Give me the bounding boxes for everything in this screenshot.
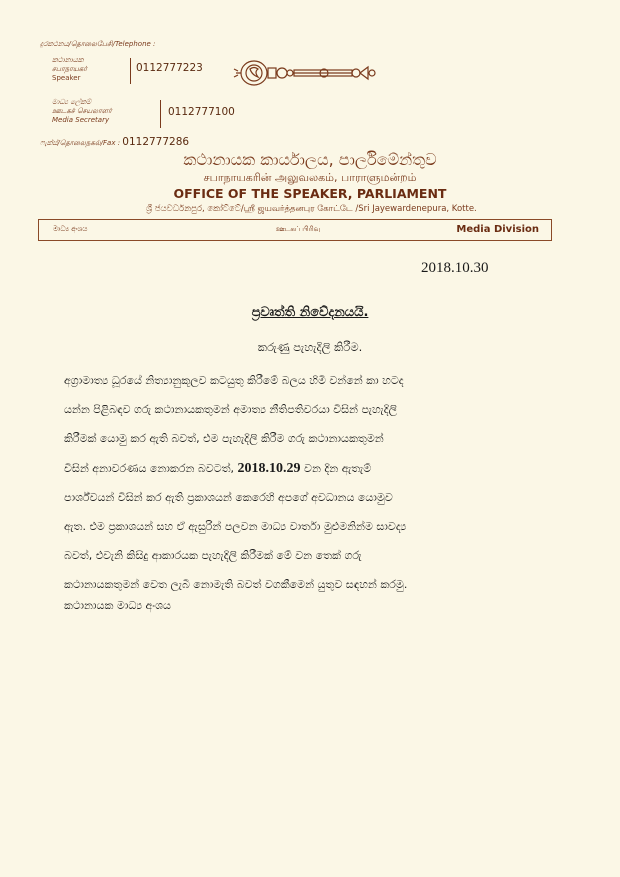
document-body <box>64 371 562 605</box>
telephone-caption: දුරකථනය/தொலைபேசி/Telephone : <box>40 40 156 48</box>
fax-caption: ෆැක්ස්/தொலைநகல்/Fax : <box>40 139 121 147</box>
body-line: පාර්ශ්වයන් විසින් කර ඇති ප්‍රකාශයන් කෙරෙහි අපගේ අවධානය යොමුව <box>64 490 393 504</box>
bracket-divider <box>160 100 161 128</box>
office-name-en: OFFICE OF THE SPEAKER, PARLIAMENT <box>173 186 447 201</box>
media-secretary-role-ta: ஊடகச் செயலாளர் <box>52 107 112 115</box>
document-heading: ප්‍රවෘත්ති නිවේදනයයි. <box>251 305 369 320</box>
speaker-role-si: කථානායක <box>52 56 84 64</box>
body-line: යන්න පිළිබඳව ගරු කථානායකතුමන් අමාත්‍ය නීතිපතිවරයා විසින් පැහැදිලි <box>64 403 397 417</box>
speaker-contact <box>52 56 212 88</box>
office-address: ශ්‍රී ජයවර්ධනපුර, කෝට්ටේ/ஸ்ரீ ஜயவர்த்தனபுர கோட்டே /Sri Jayewardenepura, Kotte. <box>146 204 477 214</box>
fax-number: 0112777286 <box>122 136 190 148</box>
media-secretary-role-si: මාධ්‍ය ලේකම් <box>52 98 92 106</box>
body-line: කිරීමක් යොමු කර ඇති බවත්, එම පැහැදිලි කිරීම ගරු කථානායකතුමන් <box>64 432 384 446</box>
body-line: ඇත. එම ප්‍රකාශයන් සහ ඒ ඇසුරින් පලවන මාධ්‍ය වාර්තා මුළුමනින්ම සාවද්‍ය <box>64 519 407 533</box>
body-line: කථානායකතුමන් වෙත ලැබී නොමැති බවත් වගකීමෙන් යුතුව සඳහන් කරමු. <box>64 578 408 592</box>
speaker-phone: 0112777223 <box>136 62 203 74</box>
office-title <box>160 150 460 202</box>
inline-date: 2018.10.29 <box>237 460 301 476</box>
speaker-role-ta: சபாநாயகர் <box>52 65 88 73</box>
division-name-si: මාධ්‍ය අංශය <box>53 225 88 233</box>
speaker-role <box>52 56 87 83</box>
media-secretary-role <box>52 98 112 125</box>
body-line-text: විසින් අනාවරණය නොකරන බවටත්, <box>64 461 238 475</box>
bracket-divider <box>130 58 131 84</box>
document-subheading: කරුණු පැහැදිලි කිරීම. <box>257 340 363 354</box>
document-date: 2018.10.30 <box>421 260 489 276</box>
body-line: අග්‍රාමාත්‍ය ධූරයේ නිත්‍යානුකූලව කටයුතු කිරීමේ බලය හිමි වන්නේ කා හටද <box>64 374 404 387</box>
office-name-ta: சபாநாயகரின் அலுவலகம், பாராளுமன்றம் <box>203 171 417 184</box>
media-secretary-role-en: Media Secretary <box>52 116 110 124</box>
body-line: බවත්, එවැනි කිසිදු ආකාරයක පැහැදිලි කිරීමක් මේ වන තෙක් ගරු <box>64 549 362 563</box>
speaker-role-en: Speaker <box>52 74 81 82</box>
fax-line <box>40 136 189 148</box>
media-secretary-contact <box>52 98 252 134</box>
division-bar <box>38 219 552 241</box>
body-line-text: වන දින ඇතැම් <box>300 461 372 475</box>
body-line <box>64 459 562 488</box>
mace-icon <box>228 58 378 88</box>
division-name-ta: ஊடகப் பிரிவு <box>276 225 321 233</box>
signature-line: කථානායක මාධ්‍ය අංශය <box>64 599 171 612</box>
media-secretary-phone: 0112777100 <box>168 106 235 118</box>
division-name-en: Media Division <box>456 224 539 235</box>
office-name-si: කථානායක කාර්යාලය, පාර්ලිමේන්තුව <box>183 150 437 169</box>
